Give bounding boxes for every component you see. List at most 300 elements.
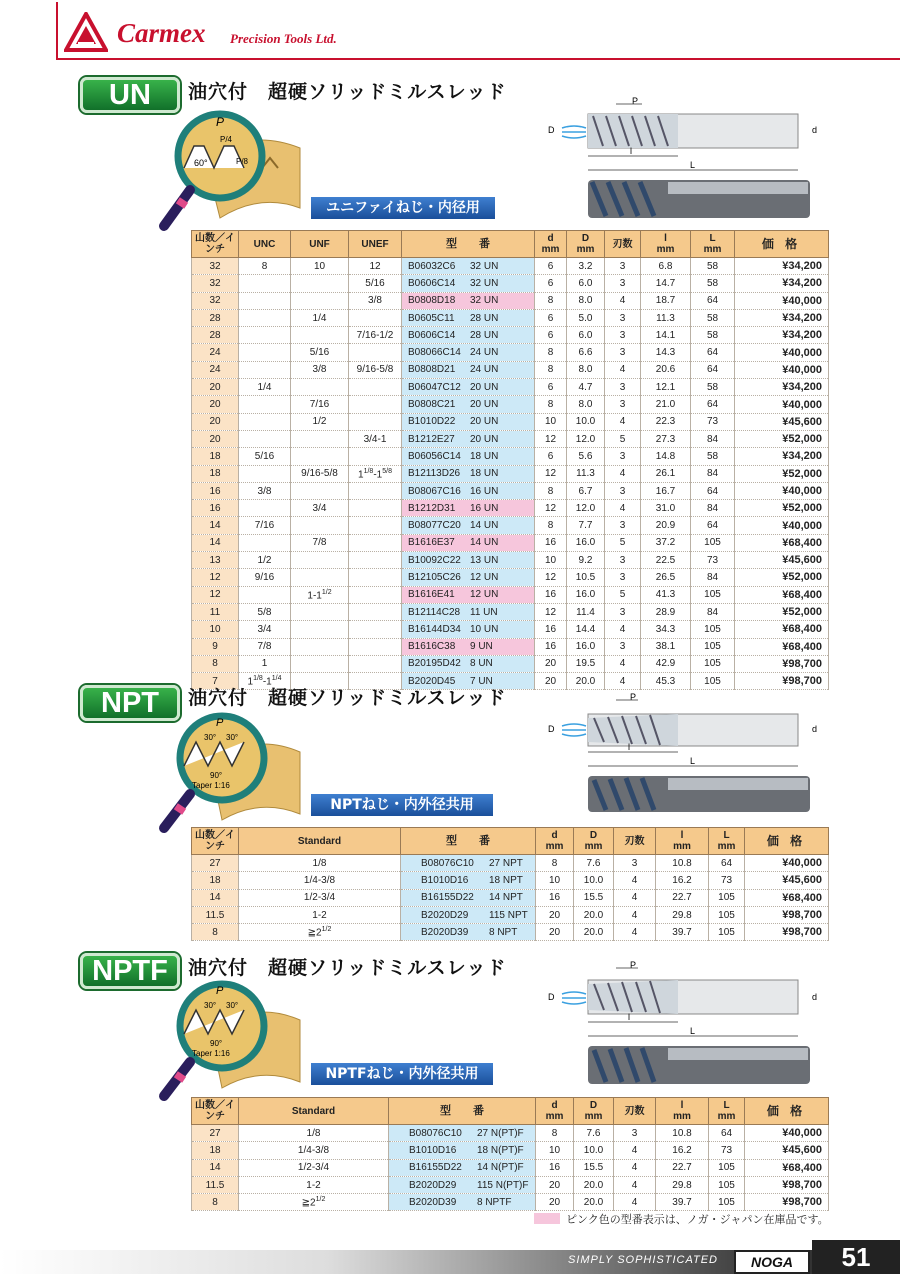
length-l-cell: 22.5 <box>641 552 691 569</box>
flutes-cell: 5 <box>605 430 641 447</box>
length-L-cell: 105 <box>709 1176 745 1193</box>
length-L-cell: 105 <box>691 655 735 672</box>
shank-d-cell: 16 <box>536 889 574 906</box>
length-l-cell: 20.9 <box>641 517 691 534</box>
cut-D-cell: 16.0 <box>567 534 605 551</box>
price-cell: ¥45,600 <box>745 872 829 889</box>
col-tpi: 山数／インチ <box>192 1098 239 1125</box>
flutes-cell: 3 <box>605 396 641 413</box>
page-footer <box>0 1236 900 1274</box>
npt-badge: NPT <box>80 685 180 721</box>
tpi-cell: 32 <box>192 292 239 309</box>
length-L-cell: 58 <box>691 275 735 292</box>
unf-cell: 10 <box>291 258 349 275</box>
unc-cell <box>239 413 291 430</box>
cut-D-cell: 6.0 <box>567 327 605 344</box>
model-suffix: 24 UN <box>470 364 499 376</box>
flutes-cell: 4 <box>614 1142 656 1159</box>
length-L-cell: 105 <box>709 889 745 906</box>
model-code: B16155D22 <box>409 1162 462 1174</box>
shank-d-cell: 16 <box>535 586 567 603</box>
nptf-tool-label-d: d <box>812 992 818 1002</box>
model-cell <box>402 482 535 499</box>
tpi-cell: 10 <box>192 621 239 638</box>
nptf-thread-profile-icon <box>150 978 310 1106</box>
flutes-cell: 3 <box>614 1125 656 1142</box>
cut-D-cell: 5.6 <box>567 448 605 465</box>
length-l-cell: 6.8 <box>641 258 691 275</box>
model-suffix: 32 UN <box>470 277 499 289</box>
shank-d-cell: 6 <box>535 275 567 292</box>
unf-cell: 5/16 <box>291 344 349 361</box>
unc-cell <box>239 396 291 413</box>
model-suffix: 10 UN <box>470 623 499 635</box>
model-suffix: 28 UN <box>470 312 499 324</box>
model-code: B2020D29 <box>409 1179 457 1191</box>
price-cell: ¥40,000 <box>735 396 829 413</box>
model-suffix: 27 N(PT)F <box>477 1127 524 1139</box>
model-suffix: 16 UN <box>470 485 499 497</box>
cut-D-cell: 7.6 <box>574 855 614 872</box>
price-cell: ¥45,600 <box>735 552 829 569</box>
length-l-cell: 20.6 <box>641 361 691 378</box>
flutes-cell: 4 <box>605 413 641 430</box>
model-cell <box>402 603 535 620</box>
length-L-cell: 58 <box>691 448 735 465</box>
shank-d-cell: 16 <box>535 534 567 551</box>
tpi-cell: 8 <box>192 655 239 672</box>
table-row <box>192 448 829 465</box>
cut-D-cell: 11.4 <box>567 603 605 620</box>
model-cell <box>402 517 535 534</box>
length-L-cell: 64 <box>709 855 745 872</box>
model-cell <box>402 448 535 465</box>
un-diagram-p: P <box>216 115 225 129</box>
tpi-cell: 11.5 <box>192 1176 239 1193</box>
model-cell <box>389 1159 536 1176</box>
nptf-diagram-a3: 90° <box>210 1039 223 1048</box>
un-diagram-p8: P/8 <box>236 157 249 166</box>
model-cell <box>401 889 536 906</box>
length-l-cell: 37.2 <box>641 534 691 551</box>
unc-cell: $1^{1/8}-1^{1/4}$ <box>239 673 291 690</box>
model-suffix: 18 N(PT)F <box>477 1144 524 1156</box>
model-cell <box>402 379 535 396</box>
cut-D-cell: 6.6 <box>567 344 605 361</box>
col-unef: UNEF <box>349 231 402 258</box>
tpi-cell: 24 <box>192 344 239 361</box>
price-cell: ¥34,200 <box>735 275 829 292</box>
length-L-cell: 105 <box>691 586 735 603</box>
shank-d-cell: 16 <box>536 1159 574 1176</box>
model-suffix: 8 NPTF <box>477 1196 512 1208</box>
cut-D-cell: 12.0 <box>567 500 605 517</box>
unf-cell: 7/8 <box>291 534 349 551</box>
price-cell: ¥98,700 <box>745 924 829 941</box>
col-l: l mm <box>656 828 709 855</box>
tpi-cell: 12 <box>192 586 239 603</box>
tpi-cell: 28 <box>192 309 239 326</box>
standard-cell: 1/8 <box>239 1125 389 1142</box>
tpi-cell: 18 <box>192 448 239 465</box>
model-code: B08067C16 <box>408 485 461 497</box>
col-D: D mm <box>574 1098 614 1125</box>
table-row <box>192 309 829 326</box>
npt-tool-label-p: P <box>630 692 637 702</box>
price-cell: ¥98,700 <box>745 906 829 923</box>
model-suffix: 18 UN <box>470 468 499 480</box>
un-tool-label-l: l <box>630 146 632 156</box>
length-l-cell: 45.3 <box>641 673 691 690</box>
model-suffix: 14 UN <box>470 537 499 549</box>
standard-cell: 1-2 <box>239 906 401 923</box>
length-l-cell: 28.9 <box>641 603 691 620</box>
col-l: l mm <box>656 1098 709 1125</box>
table-row <box>192 361 829 378</box>
length-L-cell: 64 <box>691 344 735 361</box>
nptf-diagram-a1: 30° <box>204 1001 217 1010</box>
unf-cell: 1/4 <box>291 309 349 326</box>
shank-d-cell: 8 <box>535 482 567 499</box>
tpi-cell: 28 <box>192 327 239 344</box>
shank-d-cell: 8 <box>535 344 567 361</box>
length-L-cell: 84 <box>691 465 735 482</box>
unef-cell: 9/16-5/8 <box>349 361 402 378</box>
col-d: d mm <box>535 231 567 258</box>
col-price: 価 格 <box>735 231 829 258</box>
table-row <box>192 396 829 413</box>
nptf-spec-table <box>191 1097 829 1211</box>
length-L-cell: 73 <box>691 552 735 569</box>
tpi-cell: 27 <box>192 1125 239 1142</box>
flutes-cell: 4 <box>605 500 641 517</box>
flutes-cell: 3 <box>605 517 641 534</box>
flutes-cell: 4 <box>614 872 656 889</box>
length-L-cell: 64 <box>691 482 735 499</box>
length-l-cell: 14.1 <box>641 327 691 344</box>
flutes-cell: 3 <box>605 309 641 326</box>
npt-tool-label-D: D <box>548 724 555 734</box>
tpi-cell: 11.5 <box>192 906 239 923</box>
shank-d-cell: 6 <box>535 379 567 396</box>
model-cell <box>402 638 535 655</box>
tpi-cell: 18 <box>192 1142 239 1159</box>
unf-cell <box>291 448 349 465</box>
model-code: B06056C14 <box>408 450 461 462</box>
stock-legend-swatch <box>534 1213 560 1224</box>
length-l-cell: 26.1 <box>641 465 691 482</box>
length-L-cell: 105 <box>709 1159 745 1176</box>
cut-D-cell: 15.5 <box>574 1159 614 1176</box>
unc-cell <box>239 430 291 447</box>
cut-D-cell: 15.5 <box>574 889 614 906</box>
cut-D-cell: 16.0 <box>567 586 605 603</box>
brand-subtitle: Precision Tools Ltd. <box>230 31 337 46</box>
model-suffix: 24 UN <box>470 347 499 359</box>
shank-d-cell: 16 <box>535 638 567 655</box>
unc-cell <box>239 327 291 344</box>
flutes-cell: 3 <box>605 379 641 396</box>
col-l: l mm <box>641 231 691 258</box>
table-row <box>192 552 829 569</box>
cut-D-cell: 7.6 <box>574 1125 614 1142</box>
standard-cell: 1/2-3/4 <box>239 1159 389 1176</box>
unef-cell <box>349 621 402 638</box>
cut-D-cell: 20.0 <box>574 1176 614 1193</box>
unef-cell <box>349 379 402 396</box>
table-row <box>192 655 829 672</box>
flutes-cell: 3 <box>605 482 641 499</box>
length-L-cell: 105 <box>691 534 735 551</box>
shank-d-cell: 6 <box>535 258 567 275</box>
model-suffix: 14 UN <box>470 520 499 532</box>
table-row <box>192 327 829 344</box>
col-flutes: 刃数 <box>614 828 656 855</box>
standard-cell: 1/8 <box>239 855 401 872</box>
model-cell <box>402 275 535 292</box>
npt-diagram-a1: 30° <box>204 733 217 742</box>
price-cell: ¥34,200 <box>735 379 829 396</box>
tpi-cell: 8 <box>192 1194 239 1211</box>
unef-cell <box>349 586 402 603</box>
col-tpi: 山数／インチ <box>192 231 239 258</box>
model-code: B08076C10 <box>421 857 474 869</box>
model-cell <box>402 569 535 586</box>
model-code: B2020D39 <box>409 1196 457 1208</box>
table-row <box>192 586 829 603</box>
unef-cell <box>349 534 402 551</box>
unc-cell <box>239 344 291 361</box>
col-standard: Standard <box>239 1098 389 1125</box>
price-cell: ¥52,000 <box>735 465 829 482</box>
price-cell: ¥68,400 <box>745 889 829 906</box>
price-cell: ¥34,200 <box>735 327 829 344</box>
flutes-cell: 4 <box>605 673 641 690</box>
length-l-cell: 14.3 <box>641 344 691 361</box>
flutes-cell: 4 <box>605 465 641 482</box>
col-D: D mm <box>567 231 605 258</box>
shank-d-cell: 6 <box>535 327 567 344</box>
length-l-cell: 21.0 <box>641 396 691 413</box>
tpi-cell: 11 <box>192 603 239 620</box>
unef-cell <box>349 552 402 569</box>
flutes-cell: 3 <box>605 448 641 465</box>
shank-d-cell: 20 <box>536 1176 574 1193</box>
model-cell <box>402 552 535 569</box>
cut-D-cell: 6.0 <box>567 275 605 292</box>
npt-tool-label-d: d <box>812 724 818 734</box>
model-suffix: 13 UN <box>470 554 499 566</box>
length-l-cell: 26.5 <box>641 569 691 586</box>
length-l-cell: 34.3 <box>641 621 691 638</box>
flutes-cell: 3 <box>614 855 656 872</box>
flutes-cell: 3 <box>605 275 641 292</box>
model-suffix: 12 UN <box>470 571 499 583</box>
model-code: B12105C26 <box>408 571 461 583</box>
model-code: B1010D22 <box>408 416 456 428</box>
flutes-cell: 4 <box>614 1159 656 1176</box>
model-cell <box>402 327 535 344</box>
model-code: B10092C22 <box>408 554 461 566</box>
brand-name: Carmex <box>117 18 206 48</box>
table-row <box>192 534 829 551</box>
unef-cell <box>349 413 402 430</box>
tpi-cell: 27 <box>192 855 239 872</box>
nptf-tool-label-p: P <box>630 960 637 970</box>
cut-D-cell: 7.7 <box>567 517 605 534</box>
table-row <box>192 292 829 309</box>
flutes-cell: 5 <box>605 586 641 603</box>
model-code: B20195D42 <box>408 658 461 670</box>
col-unf: UNF <box>291 231 349 258</box>
model-code: B1212D31 <box>408 502 456 514</box>
cut-D-cell: 19.5 <box>567 655 605 672</box>
shank-d-cell: 12 <box>535 430 567 447</box>
flutes-cell: 4 <box>605 655 641 672</box>
nptf-diagram-a2: 30° <box>226 1001 239 1010</box>
shank-d-cell: 10 <box>535 552 567 569</box>
model-cell <box>402 309 535 326</box>
unf-cell <box>291 430 349 447</box>
model-suffix: 14 NPT <box>489 892 523 904</box>
table-row <box>192 906 829 923</box>
model-code: B1010D16 <box>421 874 469 886</box>
flutes-cell: 4 <box>614 1194 656 1211</box>
model-suffix: 20 UN <box>470 381 499 393</box>
price-cell: ¥68,400 <box>735 586 829 603</box>
shank-d-cell: 20 <box>536 924 574 941</box>
price-cell: ¥40,000 <box>735 482 829 499</box>
cut-D-cell: 16.0 <box>567 638 605 655</box>
model-suffix: 115 NPT <box>489 909 528 921</box>
col-standard: Standard <box>239 828 401 855</box>
price-cell: ¥40,000 <box>735 292 829 309</box>
unf-cell: 9/16-5/8 <box>291 465 349 482</box>
model-suffix: 20 UN <box>470 433 499 445</box>
price-cell: ¥52,000 <box>735 500 829 517</box>
model-code: B2020D29 <box>421 909 469 921</box>
model-code: B12113D26 <box>408 468 461 480</box>
shank-d-cell: 20 <box>535 655 567 672</box>
unc-cell: 1 <box>239 655 291 672</box>
price-cell: ¥45,600 <box>735 413 829 430</box>
shank-d-cell: 12 <box>535 465 567 482</box>
length-l-cell: 10.8 <box>656 1125 709 1142</box>
un-diagram-angle: 60° <box>194 158 208 168</box>
table-row <box>192 1176 829 1193</box>
price-cell: ¥98,700 <box>745 1194 829 1211</box>
standard-cell: $≧2^{1/2}$ <box>239 1194 389 1211</box>
cut-D-cell: 10.0 <box>574 872 614 889</box>
tpi-cell: 32 <box>192 275 239 292</box>
unf-cell <box>291 292 349 309</box>
unc-cell: 7/16 <box>239 517 291 534</box>
nptf-tool-drawing <box>548 960 838 1086</box>
model-code: B08066C14 <box>408 347 461 359</box>
unef-cell: 7/16-1/2 <box>349 327 402 344</box>
price-cell: ¥68,400 <box>735 638 829 655</box>
tpi-cell: 8 <box>192 924 239 941</box>
table-row <box>192 855 829 872</box>
length-L-cell: 58 <box>691 309 735 326</box>
un-usage-tag: ユニファイねじ・内径用 <box>311 197 495 219</box>
unc-cell: 5/8 <box>239 603 291 620</box>
flutes-cell: 3 <box>605 344 641 361</box>
col-d: d mm <box>536 828 574 855</box>
npt-diagram-a2: 30° <box>226 733 239 742</box>
un-thread-profile-icon <box>150 108 310 236</box>
tpi-cell: 20 <box>192 430 239 447</box>
unef-cell <box>349 638 402 655</box>
table-row <box>192 1125 829 1142</box>
un-tool-label-d: d <box>812 125 818 135</box>
length-L-cell: 64 <box>691 361 735 378</box>
unc-cell: 3/4 <box>239 621 291 638</box>
price-cell: ¥52,000 <box>735 569 829 586</box>
nptf-title: 油穴付 超硬ソリッドミルスレッド <box>188 957 507 979</box>
un-tool-label-p: P <box>632 96 639 106</box>
model-cell <box>401 872 536 889</box>
tpi-cell: 18 <box>192 872 239 889</box>
nptf-tool-label-L: L <box>690 1026 696 1036</box>
shank-d-cell: 12 <box>535 500 567 517</box>
un-spec-table <box>191 230 829 690</box>
tpi-cell: 14 <box>192 517 239 534</box>
npt-tool-drawing <box>548 692 838 816</box>
length-L-cell: 84 <box>691 430 735 447</box>
flutes-cell: 3 <box>605 327 641 344</box>
flutes-cell: 3 <box>605 638 641 655</box>
unc-cell <box>239 275 291 292</box>
shank-d-cell: 6 <box>535 309 567 326</box>
npt-tool-label-L: L <box>690 756 696 766</box>
price-cell: ¥40,000 <box>745 1125 829 1142</box>
npt-table-body <box>192 855 829 941</box>
model-cell <box>402 655 535 672</box>
length-l-cell: 22.7 <box>656 1159 709 1176</box>
model-cell <box>402 586 535 603</box>
nptf-tool-label-l: l <box>628 1012 630 1022</box>
length-L-cell: 58 <box>691 258 735 275</box>
tpi-cell: 12 <box>192 569 239 586</box>
un-diagram-p4: P/4 <box>220 135 233 144</box>
col-model: 型 番 <box>402 231 535 258</box>
length-L-cell: 58 <box>691 379 735 396</box>
unc-cell <box>239 465 291 482</box>
shank-d-cell: 20 <box>536 1194 574 1211</box>
cut-D-cell: 8.0 <box>567 292 605 309</box>
model-code: B0606C14 <box>408 329 456 341</box>
flutes-cell: 3 <box>605 552 641 569</box>
cut-D-cell: 20.0 <box>574 906 614 923</box>
model-code: B1616E41 <box>408 589 455 601</box>
col-d: d mm <box>536 1098 574 1125</box>
npt-title: 油穴付 超硬ソリッドミルスレッド <box>188 687 507 709</box>
col-flutes: 刃数 <box>614 1098 656 1125</box>
cut-D-cell: 8.0 <box>567 361 605 378</box>
model-cell <box>402 292 535 309</box>
footer-slogan: SIMPLY SOPHISTICATED <box>568 1254 719 1266</box>
cut-D-cell: 3.2 <box>567 258 605 275</box>
shank-d-cell: 8 <box>536 855 574 872</box>
shank-d-cell: 12 <box>535 569 567 586</box>
un-title: 油穴付 超硬ソリッドミルスレッド <box>188 81 507 103</box>
tpi-cell: 7 <box>192 673 239 690</box>
model-suffix: 12 UN <box>470 589 499 601</box>
tpi-cell: 14 <box>192 534 239 551</box>
model-code: B0808C21 <box>408 399 456 411</box>
length-l-cell: 41.3 <box>641 586 691 603</box>
